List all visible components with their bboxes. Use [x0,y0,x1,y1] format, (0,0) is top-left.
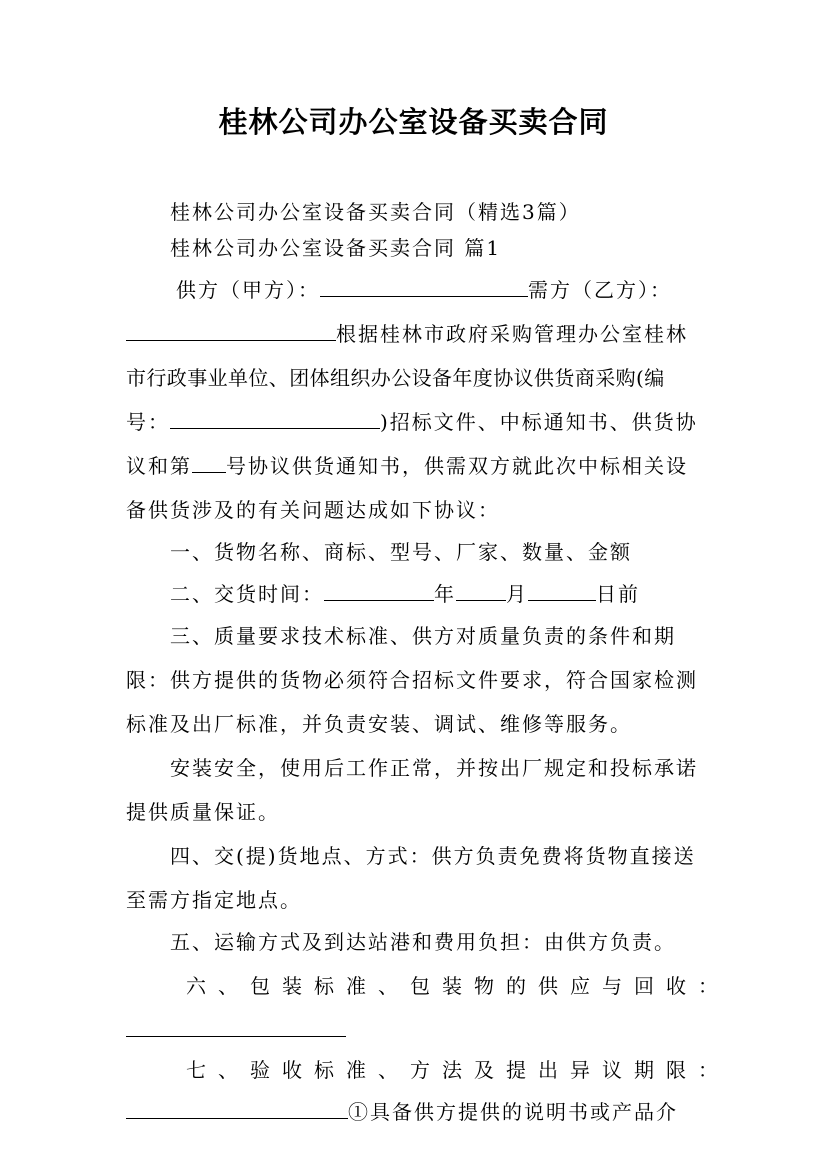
buyer-blank [126,318,336,341]
notice-number-blank [192,450,226,473]
paragraph-line [126,444,688,488]
paragraph-line: 市行政事业单位、团体组织办公设备年度协议供货商采购(编 [126,366,665,390]
paragraph-line [126,312,688,356]
clause-3: 三、质量要求技术标准、供方对质量负责的条件和期限：供方提供的货物必须符合招标文件要求，符合国家检测标准及出厂标准，并负责安装、调试、维修等服务。 [126,624,698,736]
year-label: 年 [434,582,456,606]
paragraph-text: )招标文件、中标通知书、供货协 [380,410,698,434]
clause-6: 六、包装标准、包装物的供应与回收： [186,974,730,998]
day-label: 日前 [596,582,640,606]
supplier-label: 供方（甲方）： [176,278,320,302]
packaging-blank [126,1014,346,1037]
clause-7-line [126,1090,678,1134]
document-title: 桂林公司办公室设备买卖合同 [218,105,609,139]
clause-7: 七、验收标准、方法及提出异议期限： [186,1058,730,1082]
day-blank [528,578,596,601]
paragraph-line: 备供货涉及的有关问题达成如下协议： [126,498,500,522]
supplier-line [176,268,672,312]
clause-4: 四、交(提)货地点、方式：供方负责免费将货物直接送至需方指定地点。 [126,844,696,912]
clause-6-line [126,1008,346,1052]
acceptance-blank [126,1096,348,1119]
document-subtitle: 桂林公司办公室设备买卖合同（精选3篇） [170,200,581,224]
buyer-label: 需方（乙方）： [528,278,672,302]
section-heading: 桂林公司办公室设备买卖合同 篇1 [170,236,502,260]
number-label: 号： [126,410,170,434]
paragraph-text: ①具备供方提供的说明书或产品介 [348,1100,678,1124]
paragraph-text: 议和第 [126,454,192,478]
month-blank [456,578,506,601]
paragraph-line [126,400,698,444]
month-label: 月 [506,582,528,606]
supplier-blank [320,274,528,297]
clause-1: 一、货物名称、商标、型号、厂家、数量、金额 [170,540,632,564]
year-blank [324,578,434,601]
delivery-time-label: 二、交货时间： [170,582,324,606]
paragraph-text: 根据桂林市政府采购管理办公室桂林 [336,322,688,346]
paragraph-text: 号协议供货通知书，供需双方就此次中标相关设 [226,454,688,478]
clause-5: 五、运输方式及到达站港和费用负担：由供方负责。 [170,930,676,954]
clause-2 [170,572,640,616]
clause-3-continued: 安装安全，使用后工作正常，并按出厂规定和投标承诺提供质量保证。 [126,756,698,824]
number-blank [170,406,380,429]
